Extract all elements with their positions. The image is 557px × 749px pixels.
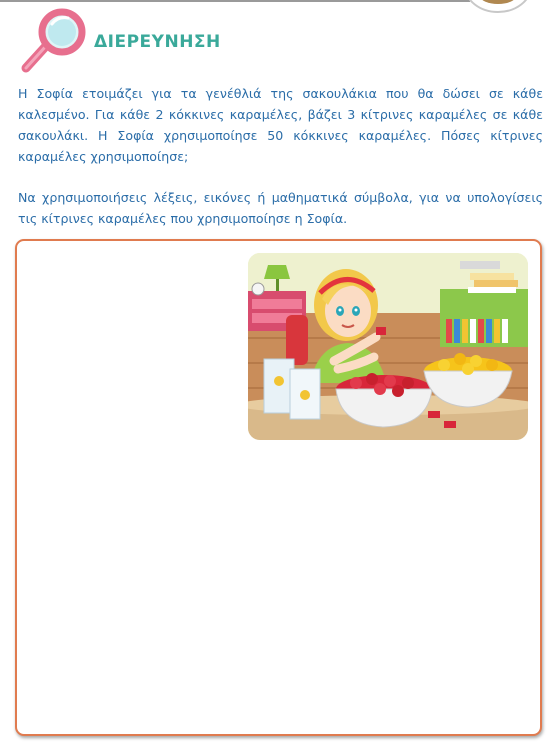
section-header xyxy=(12,8,272,78)
task-instruction: Να χρησιμοποιήσεις λέξεις, εικόνες ή μαθηματικά σύμβολα, για να υπολογίσεις τις κίτρινες καραμέλες που χρησιμοποίησε η Σοφία. xyxy=(18,190,543,226)
corner-emblem-icon xyxy=(462,0,534,14)
section-title: ΔΙΕΡΕΥΝΗΣΗ xyxy=(94,32,221,52)
problem-statement: Η Σοφία ετοιμάζει για τα γενέθλιά της σακουλάκια που θα δώσει σε κάθε καλεσμένο. Για κάθε 2 κόκκινες καραμέλες, βάζει 3 κίτρινες καραμέλες σε κάθε σακουλάκι. Η Σοφία χρησιμοποίησε 50 κόκκινες καραμέλες. Πόσες κίτρινες καραμέλες χρησιμοποίησε; xyxy=(18,86,543,164)
top-divider xyxy=(0,0,470,2)
magnifying-glass-icon xyxy=(12,8,92,78)
sofia-candy-illustration xyxy=(248,253,528,440)
